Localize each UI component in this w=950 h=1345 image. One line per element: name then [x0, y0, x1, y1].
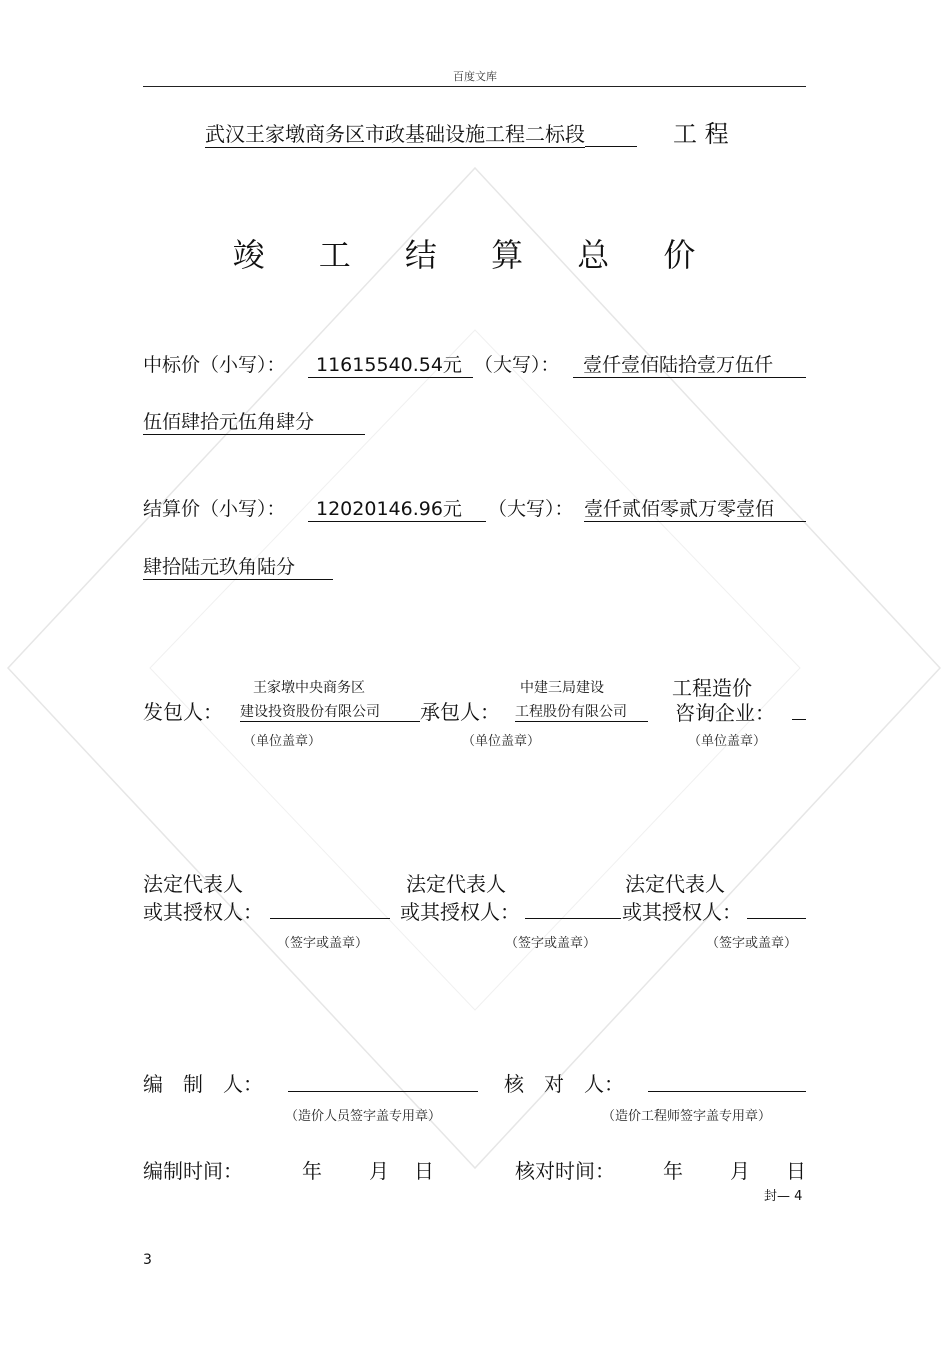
consultant-rep-label-2: 或其授权人：: [622, 900, 742, 924]
settlement-price-label: 结算价（小写）：: [143, 498, 286, 520]
seal-code: 封— 4: [764, 1189, 803, 1204]
checker-signature-line: [648, 1091, 806, 1092]
page-title: 竣 工 结 算 总 价: [232, 236, 718, 274]
bid-price-label: 中标价（小写）：: [143, 354, 286, 376]
consultant-blank: [792, 719, 806, 720]
settlement-price-upper-line2: 肆拾陆元玖角陆分: [143, 552, 333, 580]
employer-rep-signature-line: [270, 918, 390, 919]
consultant-label-line1: 工程造价: [672, 676, 752, 700]
compiler-label: 编 制 人：: [143, 1072, 263, 1096]
consultant-rep-label-1: 法定代表人: [625, 872, 725, 896]
settlement-price-amount: 12020146.96元: [308, 494, 486, 522]
project-name-blank: [585, 122, 637, 147]
contractor-seal-note: （单位盖章）: [462, 734, 541, 749]
check-month: 月: [730, 1159, 750, 1183]
check-year: 年: [663, 1159, 683, 1183]
settlement-price-upper-label: （大写）：: [488, 498, 574, 520]
employer-rep-label-1: 法定代表人: [143, 872, 243, 896]
header-site-name: 百度文库: [453, 70, 497, 83]
bid-price-upper-label: （大写）：: [474, 354, 560, 376]
project-suffix: 工 程: [673, 120, 729, 148]
contractor-rep-signature-line: [525, 918, 621, 919]
project-name: 武汉王家墩商务区市政基础设施工程二标段: [205, 118, 585, 148]
employer-rep-label-2: 或其授权人：: [143, 900, 263, 924]
check-time-label: 核对时间：: [515, 1159, 615, 1183]
compile-time-label: 编制时间：: [143, 1159, 243, 1183]
page-number: 3: [143, 1252, 152, 1268]
employer-name-line1: 王家墩中央商务区: [253, 680, 365, 696]
contractor-rep-label-1: 法定代表人: [406, 872, 506, 896]
bid-price-amount: 11615540.54元: [308, 350, 473, 378]
contractor-name-line1: 中建三局建设: [520, 680, 604, 696]
compile-day: 日: [414, 1159, 434, 1183]
consultant-rep-signature-line: [747, 918, 806, 919]
contractor-rep-label-2: 或其授权人：: [400, 900, 520, 924]
header-rule: [143, 86, 806, 87]
check-day: 日: [786, 1159, 806, 1183]
compiler-signature-line: [288, 1091, 478, 1092]
employer-name-line2: 建设投资股份有限公司: [240, 701, 420, 722]
contractor-rep-sign-note: （签字或盖章）: [505, 936, 597, 951]
bid-price-amount-field: [308, 350, 473, 378]
employer-label: 发包人：: [143, 700, 223, 724]
contractor-label: 承包人：: [420, 700, 500, 724]
project-name-row: [205, 118, 637, 148]
consultant-label-line2: 咨询企业：: [675, 701, 775, 725]
compile-year: 年: [302, 1159, 322, 1183]
compile-month: 月: [369, 1159, 389, 1183]
consultant-rep-sign-note: （签字或盖章）: [706, 936, 798, 951]
consultant-seal-note: （单位盖章）: [688, 734, 767, 749]
contractor-name-line2: 工程股份有限公司: [515, 701, 648, 722]
checker-label: 核 对 人：: [504, 1072, 624, 1096]
compiler-note: （造价人员签字盖专用章）: [285, 1109, 442, 1124]
settlement-price-upper-line1: 壹仟贰佰零贰万零壹佰: [584, 494, 806, 522]
checker-note: （造价工程师签字盖专用章）: [602, 1109, 772, 1124]
bid-price-upper-line1: 壹仟壹佰陆拾壹万伍仟: [573, 350, 806, 378]
employer-seal-note: （单位盖章）: [243, 734, 322, 749]
bid-price-upper-line2: 伍佰肆拾元伍角肆分: [143, 407, 365, 435]
employer-rep-sign-note: （签字或盖章）: [277, 936, 369, 951]
